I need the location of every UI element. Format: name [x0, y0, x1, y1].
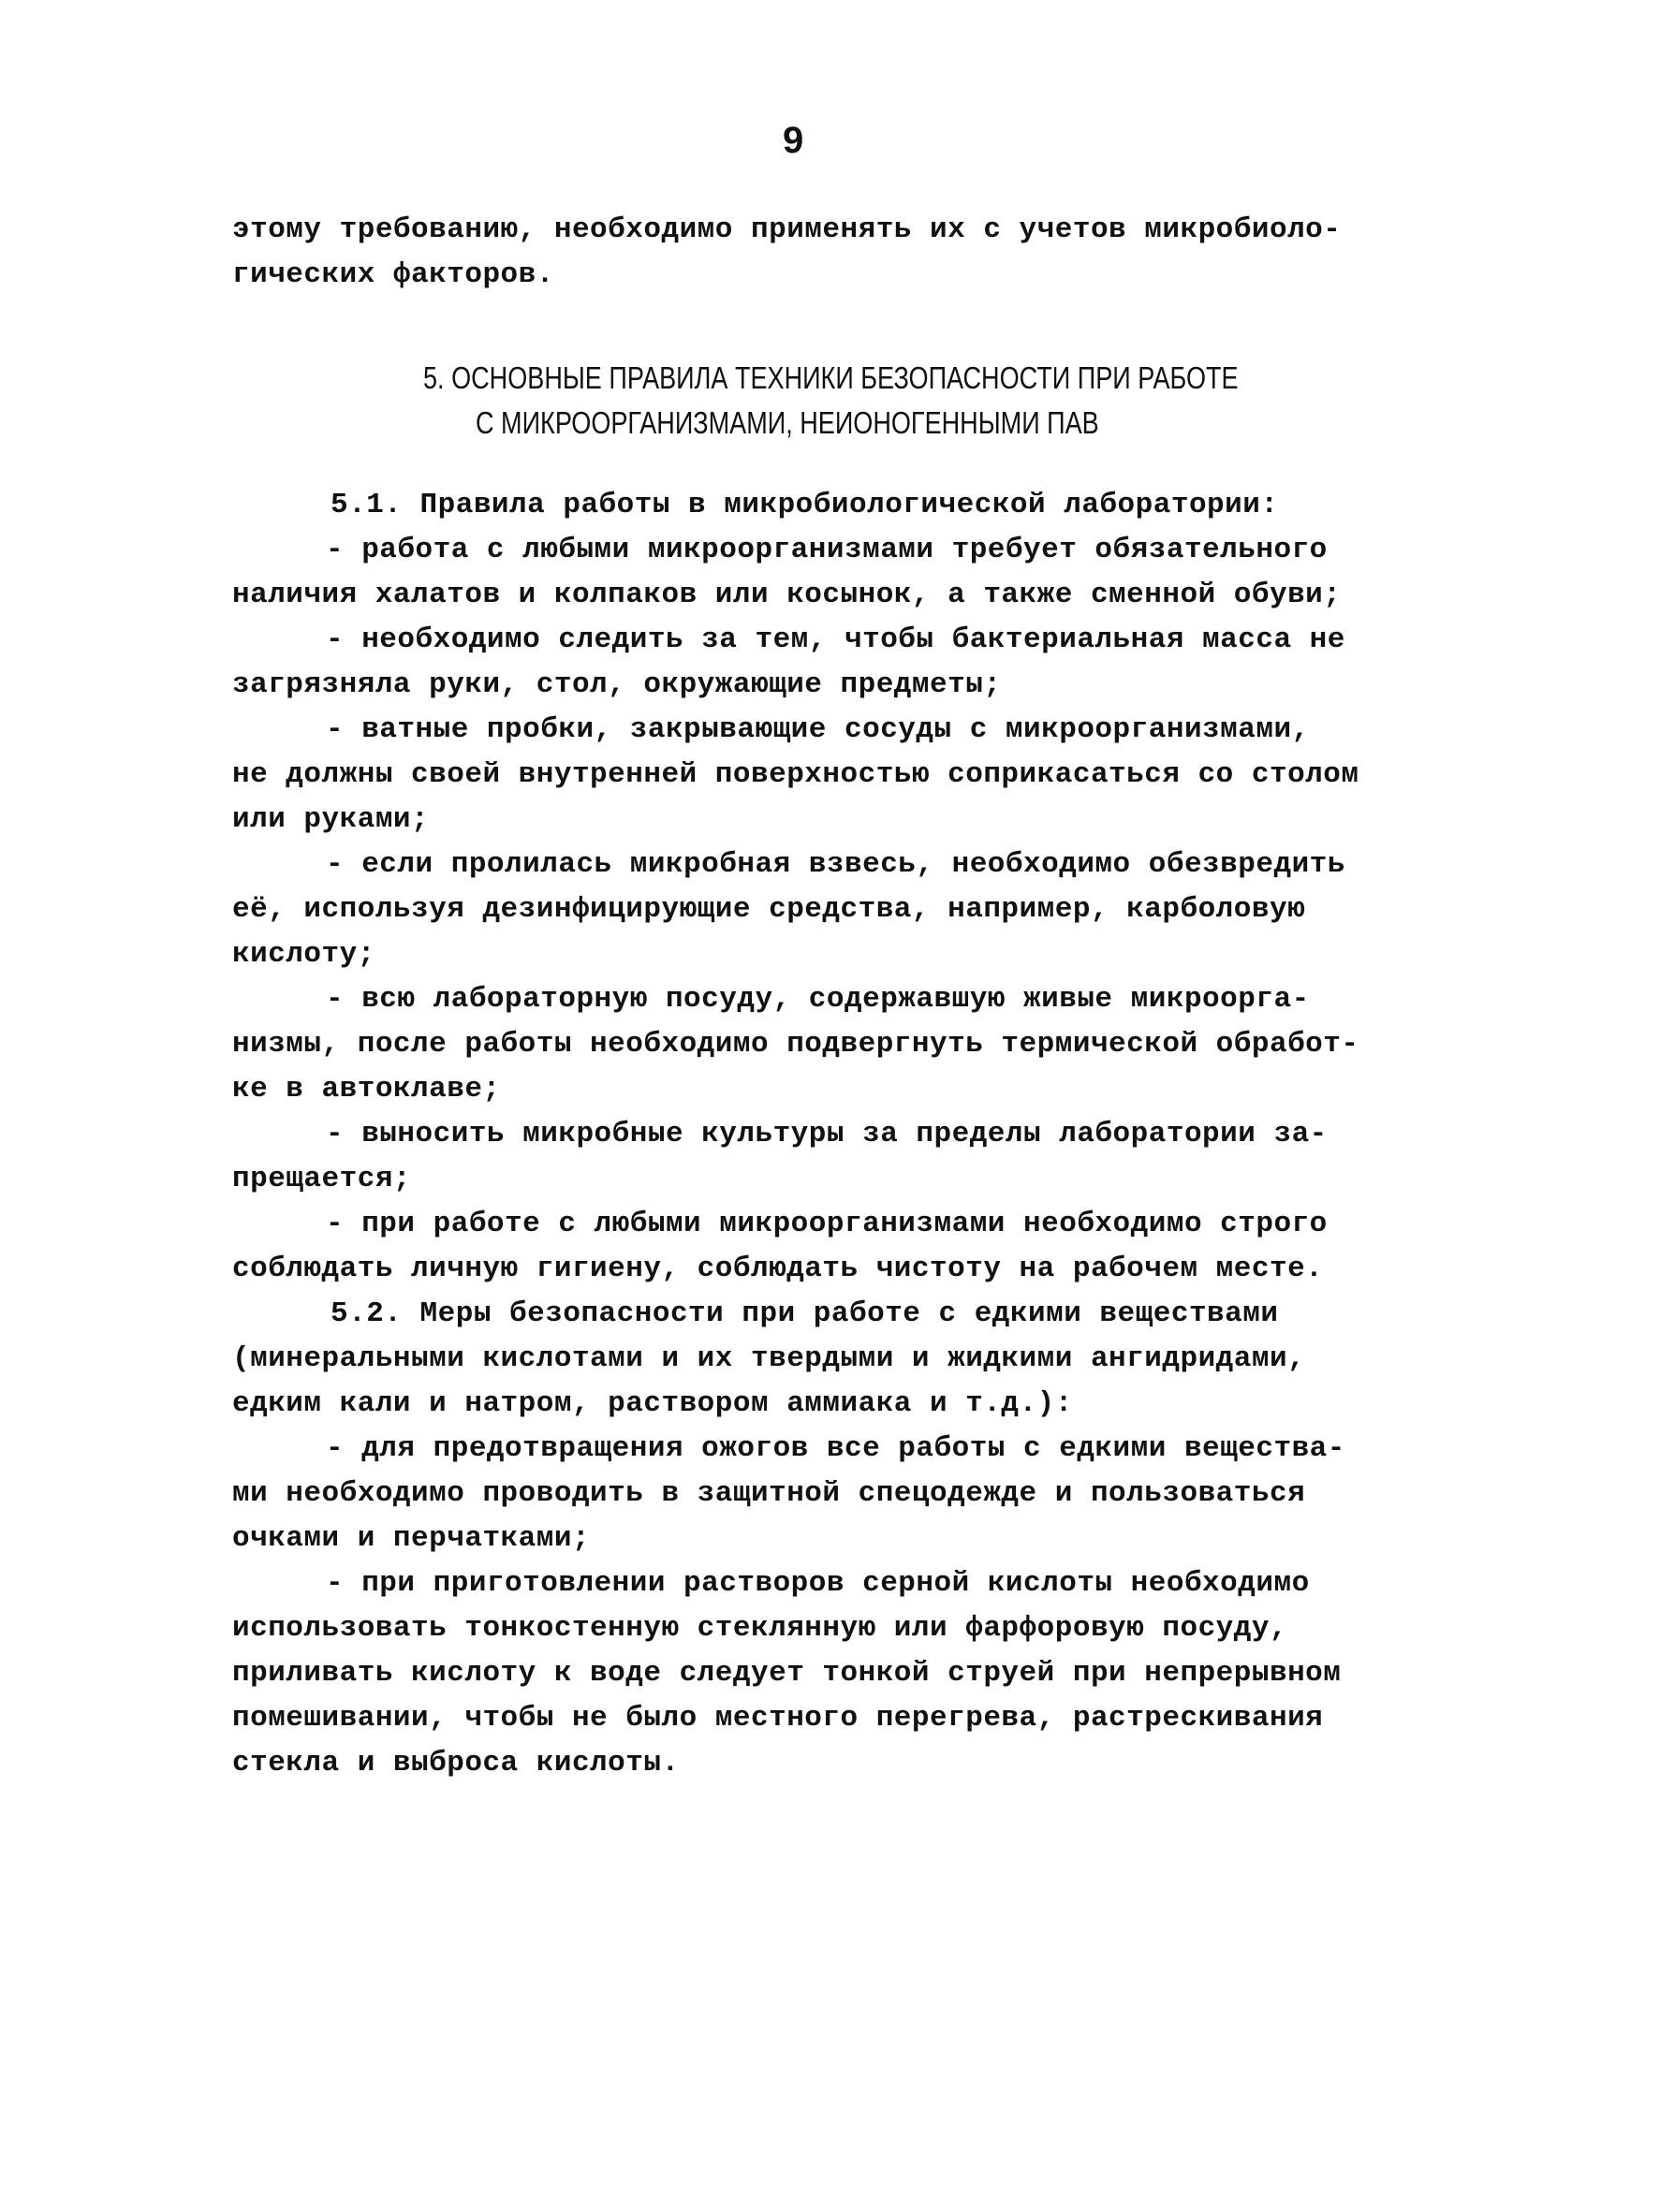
body-line: 5.2. Меры безопасности при работе с едкими веществами	[331, 1297, 1279, 1330]
body-line: или руками;	[232, 803, 430, 836]
body-line: приливать кислоту к воде следует тонкой струей при непрерывном	[232, 1657, 1342, 1690]
section-body	[232, 483, 1440, 1786]
body-line: - если пролилась микробная взвесь, необходимо обезвредить	[326, 848, 1345, 881]
intro-line: гических факторов.	[232, 258, 554, 291]
body-line: - необходимо следить за тем, чтобы бактериальная масса не	[326, 623, 1345, 656]
body-line: прещается;	[232, 1163, 412, 1195]
page-number: 9	[783, 120, 804, 161]
body-line: загрязняла руки, стол, окружающие предметы;	[232, 668, 1002, 701]
section-heading-line-1: 5. ОСНОВНЫЕ ПРАВИЛА ТЕХНИКИ БЕЗОПАСНОСТИ ПРИ РАБОТЕ	[423, 360, 1239, 395]
body-line: - работа с любыми микроорганизмами требует обязательного	[326, 534, 1328, 566]
intro-paragraph	[232, 208, 1440, 298]
body-line: 5.1. Правила работы в микробиологической лаборатории:	[331, 489, 1279, 521]
body-line: её, используя дезинфицирующие средства, например, карболовую	[232, 893, 1306, 926]
body-line: - при работе с любыми микроорганизмами необходимо строго	[326, 1208, 1328, 1240]
body-line: не должны своей внутренней поверхностью соприкасаться со столом	[232, 758, 1359, 791]
body-line: (минеральными кислотами и их твердыми и жидкими ангидридами,	[232, 1342, 1306, 1375]
body-line: кислоту;	[232, 938, 375, 971]
body-line: - всю лабораторную посуду, содержавшую живые микроорга-	[326, 983, 1310, 1016]
body-line: - для предотвращения ожогов все работы с едкими вещества-	[326, 1432, 1345, 1465]
body-line: низмы, после работы необходимо подвергнуть термической обработ-	[232, 1028, 1359, 1061]
body-line: наличия халатов и колпаков или косынок, а также сменной обуви;	[232, 579, 1342, 611]
body-line: очками и перчатками;	[232, 1522, 591, 1555]
intro-line: этому требованию, необходимо применять их с учетов микробиоло-	[232, 213, 1342, 246]
body-line: - при приготовлении растворов серной кислоты необходимо	[326, 1567, 1310, 1600]
section-heading-line-2: С МИКРООРГАНИЗМАМИ, НЕИОНОГЕННЫМИ ПАВ	[476, 405, 1099, 440]
body-line: использовать тонкостенную стеклянную или фарфоровую посуду,	[232, 1612, 1288, 1645]
body-line: ке в автоклаве;	[232, 1073, 501, 1106]
body-line: - выносить микробные культуры за пределы лаборатории за-	[326, 1118, 1328, 1150]
body-line: едким кали и натром, раствором аммиака и т.д.):	[232, 1387, 1073, 1420]
body-line: - ватные пробки, закрывающие сосуды с микроорганизмами,	[326, 713, 1310, 746]
body-line: стекла и выброса кислоты.	[232, 1747, 680, 1780]
body-line: ми необходимо проводить в защитной спецодежде и пользоваться	[232, 1477, 1306, 1510]
body-line: помешивании, чтобы не было местного перегрева, растрескивания	[232, 1702, 1324, 1735]
body-line: соблюдать личную гигиену, соблюдать чистоту на рабочем месте.	[232, 1252, 1324, 1285]
